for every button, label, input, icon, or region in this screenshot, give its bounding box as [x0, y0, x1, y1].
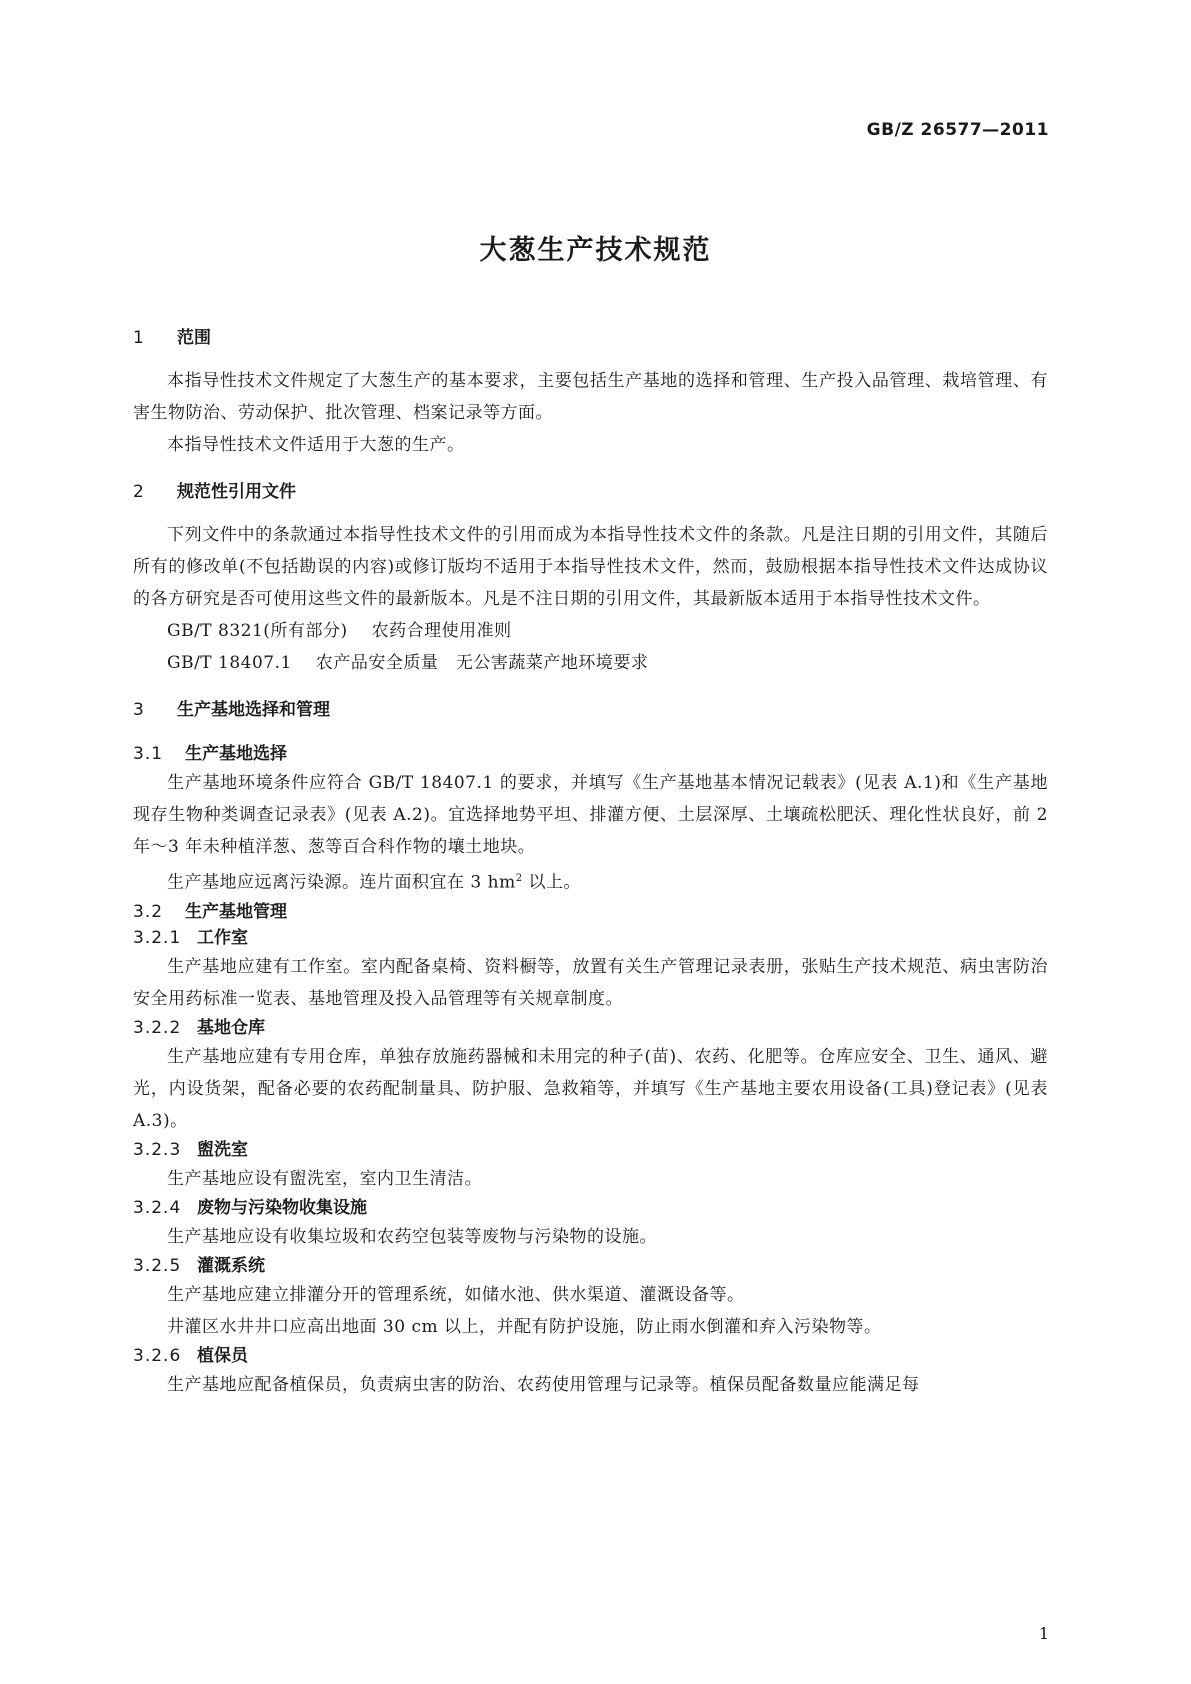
clause-heading-3-2-2 [133, 1015, 1048, 1041]
reference-code: GB/T 18407.1 [167, 653, 292, 673]
section-title: 规范性引用文件 [177, 482, 296, 502]
clause-number: 3.2.1 [133, 927, 182, 948]
paragraph: 生产基地应建有专用仓库，单独存放施药器械和未用完的种子(苗)、农药、化肥等。仓库应安全、卫生、通风、避光，内设货架，配备必要的农药配制量具、防护服、急救箱等，并填写《生产基地主要农用设备(工具)登记表》(见表 A.3)。 [133, 1046, 1048, 1131]
clause-title: 灌溉系统 [197, 1255, 265, 1276]
reference-code: GB/T 8321(所有部分) [167, 621, 348, 641]
subsection-number: 3.2 [133, 901, 164, 922]
paragraph: 下列文件中的条款通过本指导性技术文件的引用而成为本指导性技术文件的条款。凡是注日期的引用文件，其随后所有的修改单(不包括勘误的内容)或修订版均不适用于本指导性技术文件，然而，鼓励根据本指导性技术文件达成协议的各方研究是否可使用这些文件的最新版本。凡是不注日期的引用文件，其最新版本适用于本指导性技术文件。 [133, 525, 1048, 609]
paragraph: 井灌区水井井口应高出地面 30 cm 以上，并配有防护设施，防止雨水倒灌和弃入污染物等。 [167, 1316, 882, 1337]
clause-title: 盥洗室 [197, 1139, 248, 1160]
reference-name: 农产品安全质量 无公害蔬菜产地环境要求 [315, 653, 649, 673]
paragraph [133, 863, 1048, 899]
reference-name: 农药合理使用准则 [371, 621, 512, 641]
clause-title: 植保员 [197, 1345, 248, 1366]
paragraph: 生产基地环境条件应符合 GB/T 18407.1 的要求，并填写《生产基地基本情况记载表》(见表 A.1)和《生产基地现存生物种类调查记录表》(见表 A.2)。宜选择地势平坦、排灌方便、土层深厚、土壤疏松肥沃、理化性状良好，前 2 年～3 年未种植洋葱、葱等百合科作物的壤土地块。 [133, 773, 1048, 857]
clause-number: 3.2.5 [133, 1255, 182, 1276]
section-heading-2 [133, 479, 1048, 505]
clause-heading-3-2-5 [133, 1253, 1048, 1279]
subsection-heading-3-1 [133, 741, 1048, 767]
paragraph: 生产基地应建有工作室。室内配备桌椅、资料橱等，放置有关生产管理记录表册，张贴生产技术规范、病虫害防治安全用药标准一览表、基地管理及投入品管理等有关规章制度。 [133, 956, 1048, 1009]
reference-item [133, 615, 1048, 647]
paragraph: 生产基地应配备植保员，负责病虫害的防治、农药使用管理与记录等。植保员配备数量应能满足每 [167, 1374, 920, 1395]
section-number: 2 [133, 482, 145, 502]
section-number: 1 [133, 328, 145, 348]
paragraph: 生产基地应设有盥洗室，室内卫生清洁。 [167, 1168, 482, 1189]
reference-item [133, 647, 1048, 679]
clause-heading-3-2-1 [133, 925, 1048, 951]
paragraph: 生产基地应建立排灌分开的管理系统，如储水池、供水渠道、灌溉设备等。 [167, 1284, 745, 1305]
clause-title: 废物与污染物收集设施 [197, 1197, 367, 1218]
clause-heading-3-2-3 [133, 1137, 1048, 1163]
text-run: 以上。 [522, 872, 581, 893]
subsection-title: 生产基地选择 [185, 744, 287, 764]
subsection-number: 3.1 [133, 744, 164, 764]
paragraph: 本指导性技术文件规定了大葱生产的基本要求，主要包括生产基地的选择和管理、生产投入品管理、栽培管理、有害生物防治、劳动保护、批次管理、档案记录等方面。 [133, 371, 1048, 423]
subsection-title: 生产基地管理 [185, 901, 287, 922]
section-number: 3 [133, 700, 145, 720]
text-run: 生产基地应远离污染源。连片面积宜在 3 hm [167, 872, 516, 893]
clause-number: 3.2.4 [133, 1197, 182, 1218]
section-title: 范围 [177, 328, 211, 348]
document-body [133, 325, 1048, 1401]
superscript: 2 [515, 873, 523, 884]
paragraph: 本指导性技术文件适用于大葱的生产。 [167, 435, 465, 455]
standard-number: GB/Z 26577—2011 [866, 120, 1049, 140]
clause-number: 3.2.2 [133, 1017, 182, 1038]
subsection-heading-3-2 [133, 899, 1048, 925]
paragraph: 生产基地应设有收集垃圾和农药空包装等废物与污染物的设施。 [167, 1226, 657, 1247]
clause-heading-3-2-4 [133, 1195, 1048, 1221]
clause-title: 工作室 [197, 927, 248, 948]
page-number: 1 [1038, 1624, 1049, 1643]
clause-number: 3.2.3 [133, 1139, 182, 1160]
document-title: 大葱生产技术规范 [479, 235, 712, 266]
clause-heading-3-2-6 [133, 1343, 1048, 1369]
section-heading-3 [133, 697, 1048, 723]
clause-number: 3.2.6 [133, 1345, 182, 1366]
clause-title: 基地仓库 [197, 1017, 265, 1038]
section-heading-1 [133, 325, 1048, 351]
section-title: 生产基地选择和管理 [177, 700, 330, 720]
